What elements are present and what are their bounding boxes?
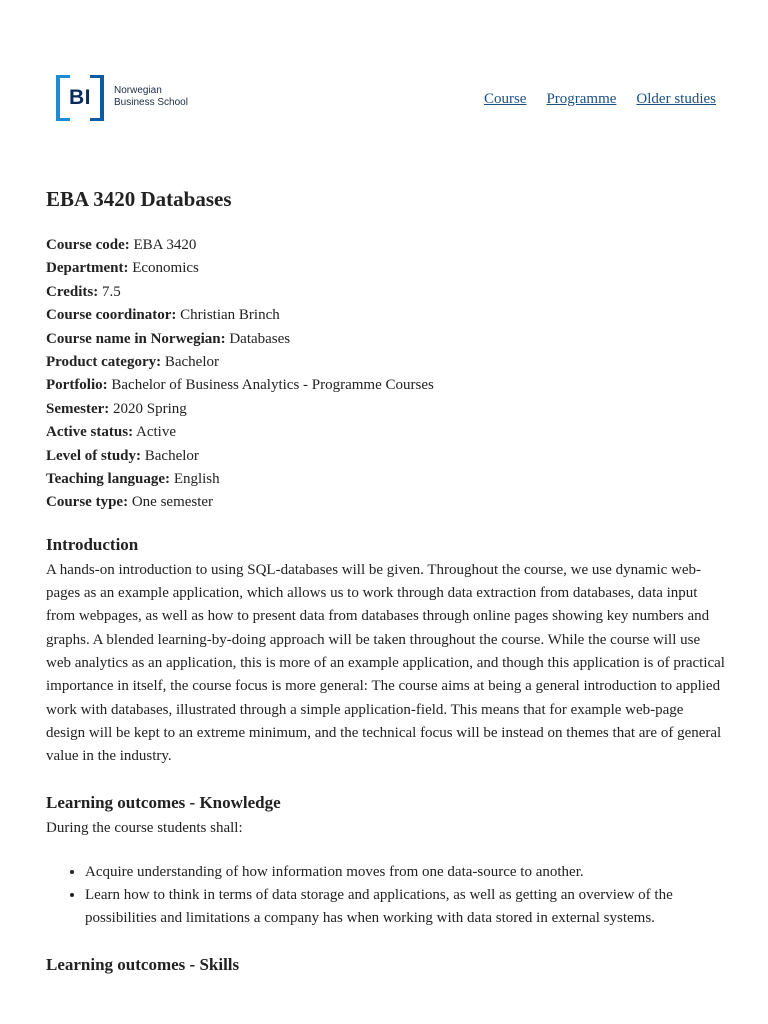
meta-teaching-language: Teaching language: English — [46, 471, 220, 488]
logo-mark-letters: BI — [69, 86, 91, 109]
nav-link-programme[interactable]: Programme — [546, 91, 617, 107]
meta-credits: Credits: 7.5 — [46, 283, 121, 300]
meta-active-status: Active status: Active — [46, 424, 176, 441]
logo-line-2: Business School — [114, 97, 188, 108]
page-title: EBA 3420 Databases — [46, 187, 232, 211]
meta-semester: Semester: 2020 Spring — [46, 400, 187, 417]
meta-coordinator: Course coordinator: Christian Brinch — [46, 307, 280, 324]
meta-portfolio: Portfolio: Bachelor of Business Analytics - Programme Courses — [46, 377, 434, 394]
course-meta-list — [46, 234, 726, 515]
knowledge-list — [46, 861, 726, 931]
nav-link-course[interactable]: Course — [483, 91, 527, 107]
introduction-heading: Introduction — [46, 534, 139, 554]
list-item: • Learn how to think in terms of data storage and applications, as well as getting an overview of the possibilities and limitations a company has when working with data stored in external systems. — [85, 884, 726, 931]
logo-wordmark — [114, 85, 188, 109]
knowledge-heading: Learning outcomes - Knowledge — [46, 792, 281, 812]
meta-department: Department: Economics — [46, 260, 199, 277]
meta-norwegian-name: Course name in Norwegian: Databases — [46, 330, 291, 347]
nav-link-older-studies[interactable]: Older studies — [636, 91, 716, 107]
bi-logo[interactable] — [56, 75, 196, 121]
meta-course-type: Course type: One semester — [46, 494, 214, 511]
course-content — [46, 184, 726, 977]
meta-level-of-study: Level of study: Bachelor — [46, 447, 199, 464]
site-header — [0, 0, 768, 150]
knowledge-lead: During the course students shall: — [46, 819, 243, 836]
main-nav — [484, 91, 716, 108]
list-item: • Acquire understanding of how information moves from one data-source to another. — [85, 861, 726, 884]
meta-product-category: Product category: Bachelor — [46, 354, 219, 371]
logo-line-1: Norwegian — [114, 85, 162, 96]
skills-heading: Learning outcomes - Skills — [46, 954, 240, 974]
logo-mark-icon — [56, 75, 104, 121]
introduction-text: A hands-on introduction to using SQL-databases will be given. Throughout the course, we use dynamic web-pages as an example application, which allows us to work through data extraction from databases, data input from webpages, as well as how to present data from databases through online pages showing key numbers and graphs. A blended learning-by-doing approach will be taken throughout the course. While the course will use web analytics as an application, this is more of an example application, and though this application is of practical importance in itself, the course focus is more general: The course aims at being a general introduction to applied work with databases, illustrated through a simple application-field. This means that for example web-page design will be kept to an extreme minimum, and the technical focus will be instead on themes that are of general value in the industry. — [46, 561, 725, 765]
meta-course-code: Course code: EBA 3420 — [46, 237, 197, 253]
